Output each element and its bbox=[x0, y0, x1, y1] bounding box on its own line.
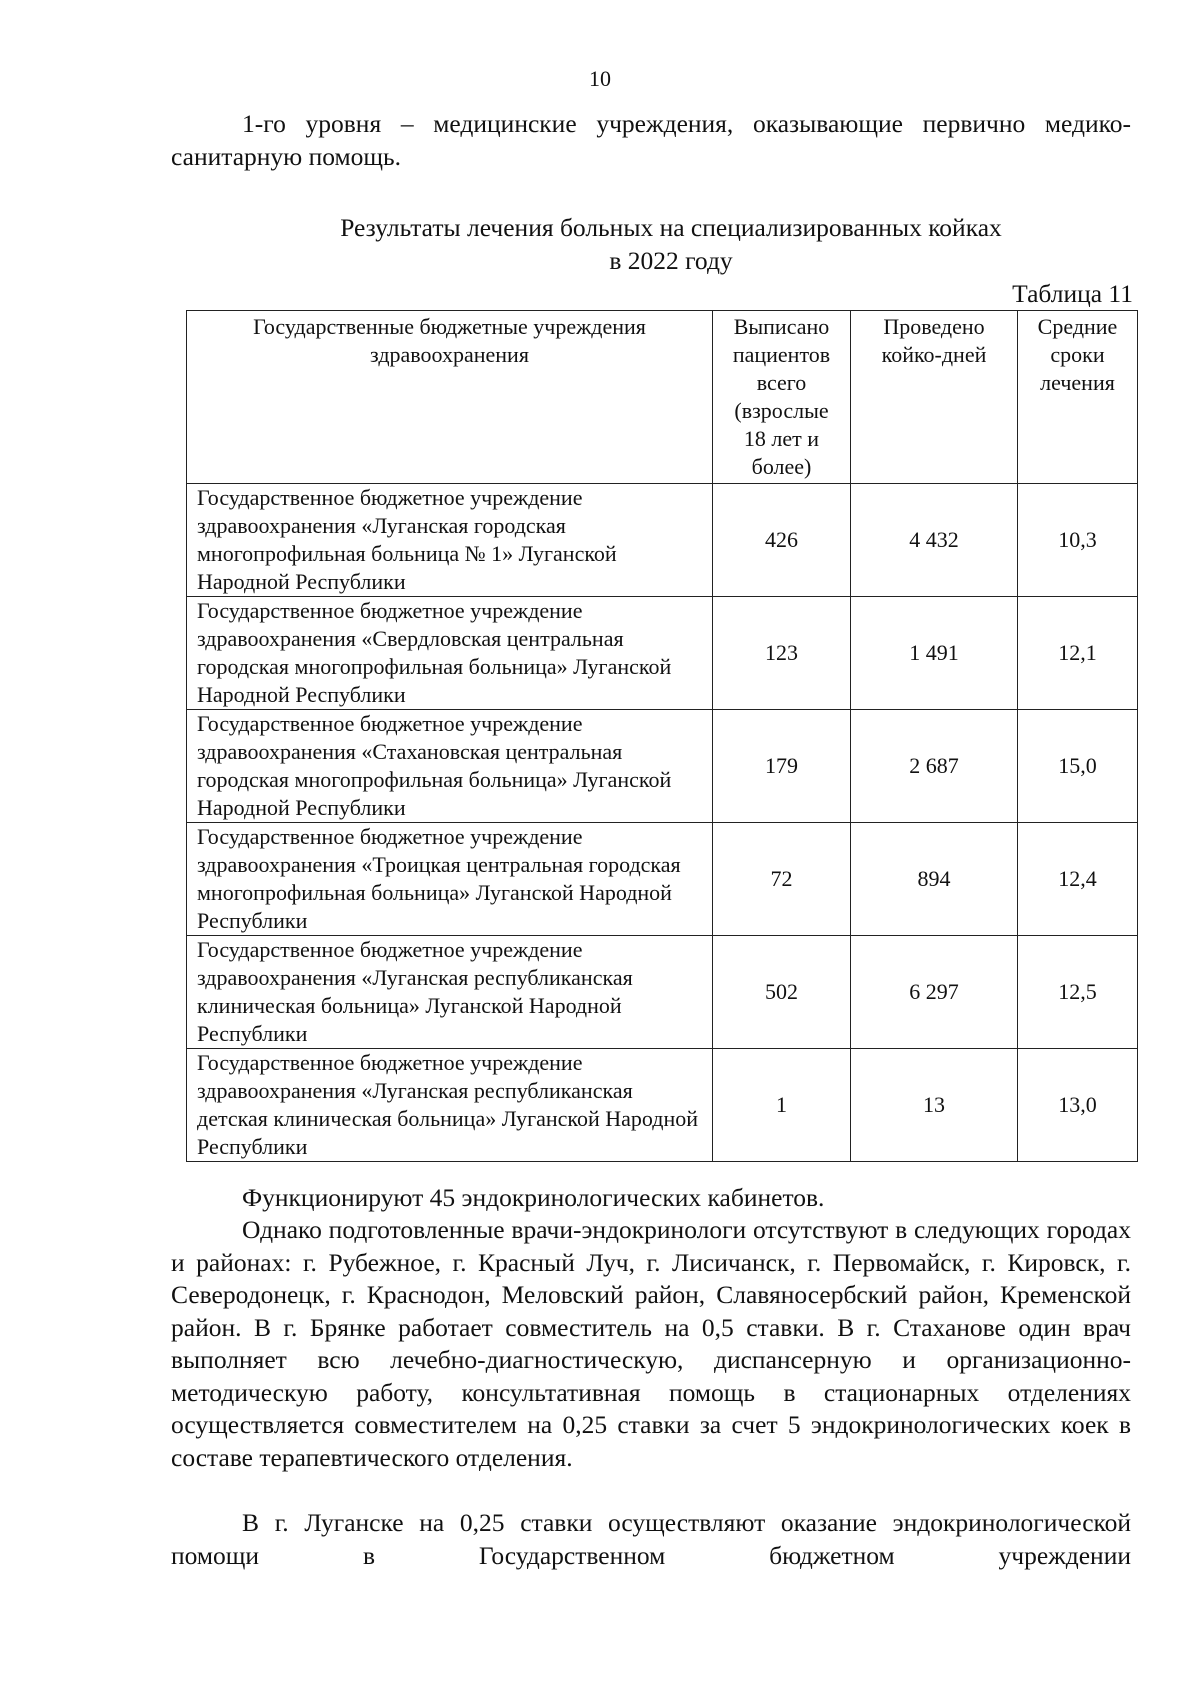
cell-avg-term: 13,0 bbox=[1018, 1049, 1138, 1162]
cell-discharged: 426 bbox=[713, 484, 851, 597]
cell-bed-days: 13 bbox=[851, 1049, 1018, 1162]
table-row bbox=[187, 597, 1138, 710]
table-title-line2: в 2022 году bbox=[609, 245, 733, 275]
cell-institution: Государственное бюджетное учреждение здравоохранения «Луганская городская многопрофильная больница № 1» Луганской Народной Республики bbox=[187, 484, 713, 597]
results-table bbox=[186, 310, 1138, 1162]
cell-bed-days: 894 bbox=[851, 823, 1018, 936]
header-discharged: Выписано пациентов всего (взрослые 18 лет и более) bbox=[713, 311, 851, 484]
cell-institution: Государственное бюджетное учреждение здравоохранения «Троицкая центральная городская многопрофильная больница» Луганской Народной Республики bbox=[187, 823, 713, 936]
table-header-row bbox=[187, 311, 1138, 484]
cell-institution: Государственное бюджетное учреждение здравоохранения «Стахановская центральная городская многопрофильная больница» Луганской Народной Республики bbox=[187, 710, 713, 823]
cell-bed-days: 2 687 bbox=[851, 710, 1018, 823]
paragraph-absent-specialists: Однако подготовленные врачи-эндокринологи отсутствуют в следующих городах и районах: г. Рубежное, г. Красный Луч, г. Лисичанск, г. Первомайск, г. Кировск, г. Северодонецк, г. Краснодон, Меловский район, Славяносербский район, Кременской район. В г. Брянке работает совместитель на 0,5 ставки. В г. Стаханове один врач выполняет всю лечебно-диагностическую, диспансерную и организационно-методическую работу, консультативная помощь в стационарных отделениях осуществляется совместителем на 0,25 ставки за счет 5 эндокринологических коек в составе терапевтического отделения. bbox=[171, 1215, 1131, 1472]
table-title-line1: Результаты лечения больных на специализированных койках bbox=[340, 213, 1002, 242]
cell-discharged: 1 bbox=[713, 1049, 851, 1162]
table-row bbox=[187, 823, 1138, 936]
table-row bbox=[187, 1049, 1138, 1162]
header-avg-term: Средние сроки лечения bbox=[1018, 311, 1138, 484]
cell-discharged: 72 bbox=[713, 823, 851, 936]
table-row bbox=[187, 936, 1138, 1049]
table-title bbox=[171, 212, 1171, 277]
cell-institution: Государственное бюджетное учреждение здравоохранения «Свердловская центральная городская многопрофильная больница» Луганской Народной Республики bbox=[187, 597, 713, 710]
paragraph-cabinets: Функционируют 45 эндокринологических кабинетов. bbox=[242, 1183, 825, 1212]
cell-avg-term: 15,0 bbox=[1018, 710, 1138, 823]
cell-institution: Государственное бюджетное учреждение здравоохранения «Луганская республиканская клиническая больница» Луганской Народной Республики bbox=[187, 936, 713, 1049]
cell-avg-term: 10,3 bbox=[1018, 484, 1138, 597]
cell-discharged: 179 bbox=[713, 710, 851, 823]
cell-bed-days: 1 491 bbox=[851, 597, 1018, 710]
page-number: 10 bbox=[589, 66, 611, 91]
table-row bbox=[187, 484, 1138, 597]
header-bed-days: Проведено койко-дней bbox=[851, 311, 1018, 484]
cell-avg-term: 12,4 bbox=[1018, 823, 1138, 936]
cell-avg-term: 12,5 bbox=[1018, 936, 1138, 1049]
table-row bbox=[187, 710, 1138, 823]
table-label: Таблица 11 bbox=[1012, 279, 1133, 308]
intro-paragraph: 1-го уровня – медицинские учреждения, оказывающие первично медико-санитарную помощь. bbox=[171, 109, 1131, 171]
paragraph-lugansk: В г. Луганске на 0,25 ставки осуществляют оказание эндокринологической помощи в Государственном бюджетном учреждении bbox=[171, 1508, 1131, 1570]
cell-discharged: 123 bbox=[713, 597, 851, 710]
cell-bed-days: 4 432 bbox=[851, 484, 1018, 597]
cell-discharged: 502 bbox=[713, 936, 851, 1049]
cell-avg-term: 12,1 bbox=[1018, 597, 1138, 710]
cell-institution: Государственное бюджетное учреждение здравоохранения «Луганская республиканская детская клиническая больница» Луганской Народной Республики bbox=[187, 1049, 713, 1162]
header-institution: Государственные бюджетные учреждения здравоохранения bbox=[187, 311, 713, 484]
cell-bed-days: 6 297 bbox=[851, 936, 1018, 1049]
